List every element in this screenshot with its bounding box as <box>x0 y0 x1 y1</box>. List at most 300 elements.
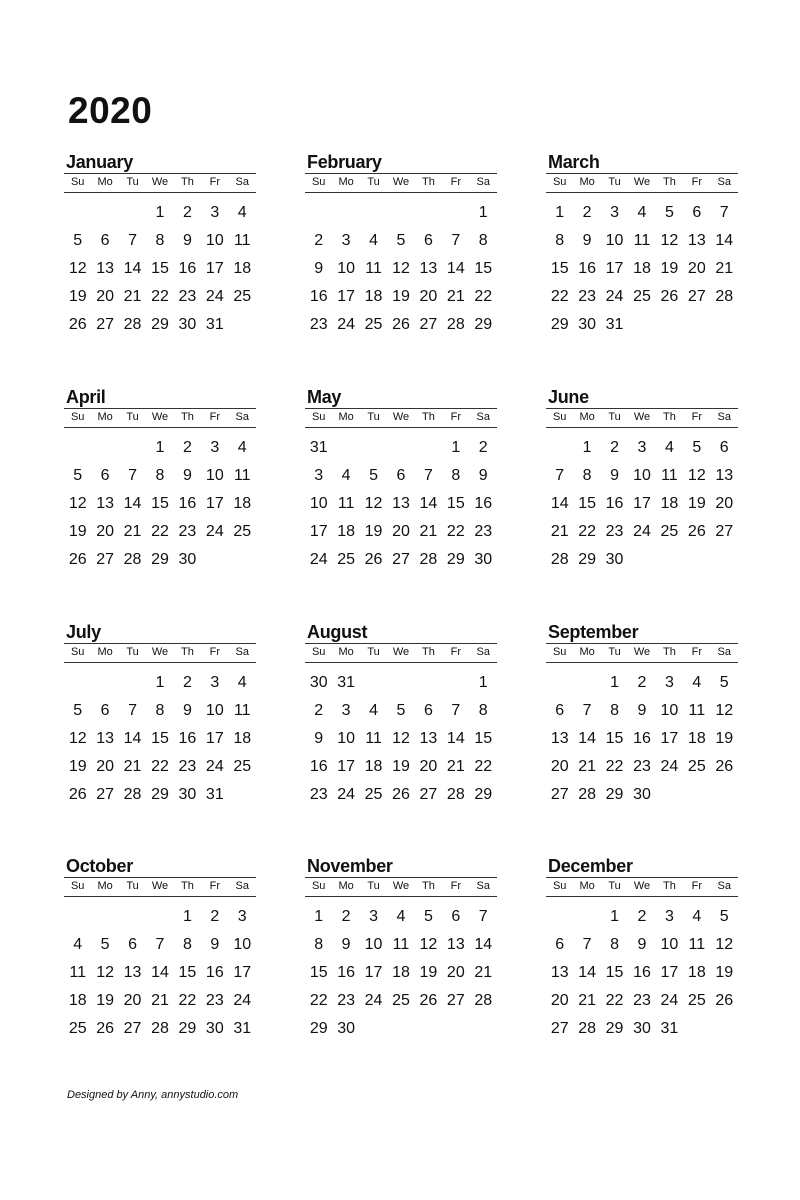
day-cell: 3 <box>664 674 674 691</box>
week-row <box>305 728 497 756</box>
day-cell: 4 <box>664 439 674 456</box>
weekday-label: Mo <box>579 411 595 423</box>
day-cell: 28 <box>474 992 493 1009</box>
day-cell: 10 <box>337 730 356 747</box>
day-cell: 10 <box>205 702 224 719</box>
day-cell: 26 <box>715 758 734 775</box>
day-cell: 15 <box>446 495 465 512</box>
day-cell: 5 <box>396 702 406 719</box>
day-cell: 20 <box>392 523 410 540</box>
day-cell: 14 <box>419 495 438 512</box>
weekday-label: Tu <box>608 646 621 658</box>
day-cell: 29 <box>446 551 465 568</box>
day-cell: 18 <box>392 964 410 981</box>
day-cell <box>91 437 118 465</box>
day-cell: 23 <box>205 992 224 1009</box>
day-cell: 22 <box>309 992 328 1009</box>
day-cell: 14 <box>446 260 465 277</box>
week-row <box>546 258 738 286</box>
day-cell: 9 <box>582 232 592 249</box>
month-name: February <box>307 152 382 172</box>
day-cell: 4 <box>692 674 702 691</box>
day-cell: 5 <box>100 936 110 953</box>
day-cell: 16 <box>178 730 197 747</box>
day-cell: 2 <box>314 232 324 249</box>
day-cell: 8 <box>555 232 565 249</box>
day-cell: 23 <box>633 758 651 775</box>
weekday-header <box>305 173 497 193</box>
day-cell: 7 <box>451 702 461 719</box>
day-cell: 28 <box>446 786 465 803</box>
week-row <box>546 672 738 700</box>
day-cell <box>470 1018 497 1046</box>
day-cell: 29 <box>550 316 569 333</box>
day-cell: 3 <box>341 232 351 249</box>
week-row <box>64 934 256 962</box>
day-cell: 31 <box>660 1020 679 1037</box>
day-cell: 2 <box>478 439 488 456</box>
day-cell: 15 <box>605 964 624 981</box>
day-cell: 6 <box>128 936 137 953</box>
day-cell: 27 <box>96 551 115 568</box>
month-block <box>64 622 256 822</box>
weekday-label: Tu <box>608 411 621 423</box>
day-cell: 14 <box>123 730 142 747</box>
weekday-label: Su <box>311 176 326 188</box>
day-cell: 18 <box>687 730 706 747</box>
days-grid <box>305 202 497 342</box>
day-cell: 19 <box>660 260 679 277</box>
day-cell: 3 <box>610 204 619 221</box>
day-cell: 1 <box>478 204 488 221</box>
day-cell: 21 <box>123 758 142 775</box>
day-cell <box>360 437 387 465</box>
day-cell: 28 <box>151 1020 169 1037</box>
day-cell <box>360 1018 387 1046</box>
day-cell: 18 <box>364 758 383 775</box>
weekday-label: Mo <box>338 176 354 188</box>
day-cell: 6 <box>100 467 110 484</box>
day-cell: 3 <box>210 439 220 456</box>
day-cell: 26 <box>68 551 87 568</box>
day-cell: 30 <box>605 551 624 568</box>
day-cell: 4 <box>237 674 247 691</box>
day-cell: 4 <box>237 204 247 221</box>
day-cell: 13 <box>96 260 115 277</box>
week-row <box>546 549 738 577</box>
day-cell <box>229 549 256 577</box>
day-cell: 23 <box>178 523 197 540</box>
week-row <box>305 230 497 258</box>
day-cell: 9 <box>610 467 619 484</box>
day-cell: 28 <box>715 288 734 305</box>
day-cell: 13 <box>123 964 142 981</box>
day-cell: 22 <box>605 758 624 775</box>
weekday-label: Th <box>662 411 676 423</box>
day-cell <box>360 202 387 230</box>
day-cell: 1 <box>610 908 619 925</box>
week-row <box>305 521 497 549</box>
day-cell: 21 <box>550 523 569 540</box>
week-row <box>305 784 497 812</box>
weekday-label: We <box>633 880 651 892</box>
day-cell: 6 <box>451 908 461 925</box>
week-row <box>305 906 497 934</box>
month-name: May <box>307 387 342 407</box>
days-grid <box>305 906 497 1046</box>
week-row <box>546 990 738 1018</box>
day-cell: 28 <box>446 316 465 333</box>
weekday-label: Tu <box>608 176 621 188</box>
day-cell: 1 <box>155 439 165 456</box>
day-cell: 17 <box>364 964 383 981</box>
weekday-label: Su <box>552 880 567 892</box>
day-cell: 27 <box>715 523 734 540</box>
week-row <box>64 493 256 521</box>
day-cell: 17 <box>205 495 224 512</box>
day-cell: 16 <box>578 260 597 277</box>
day-cell: 5 <box>719 674 729 691</box>
day-cell: 27 <box>392 551 410 568</box>
days-grid <box>546 202 738 342</box>
day-cell: 17 <box>205 260 224 277</box>
week-row <box>305 465 497 493</box>
month-name: December <box>548 856 633 876</box>
day-cell: 29 <box>151 316 169 333</box>
weekday-label: Su <box>311 646 326 658</box>
day-cell: 1 <box>314 908 324 925</box>
day-cell: 8 <box>582 467 592 484</box>
day-cell: 25 <box>392 992 410 1009</box>
day-cell: 7 <box>555 467 565 484</box>
day-cell: 18 <box>233 495 252 512</box>
day-cell: 22 <box>605 992 624 1009</box>
days-grid <box>546 437 738 577</box>
day-cell <box>387 672 414 700</box>
weekday-label: Fr <box>450 411 462 423</box>
day-cell: 6 <box>100 232 110 249</box>
day-cell <box>683 549 710 577</box>
day-cell: 5 <box>73 467 83 484</box>
month-block <box>305 856 497 1056</box>
day-cell: 20 <box>419 758 438 775</box>
day-cell <box>64 672 91 700</box>
weekday-label: Fr <box>209 411 221 423</box>
day-cell: 2 <box>210 908 220 925</box>
day-cell: 31 <box>233 1020 252 1037</box>
day-cell: 2 <box>582 204 592 221</box>
weekday-label: Fr <box>450 176 462 188</box>
day-cell: 29 <box>151 551 169 568</box>
days-grid <box>64 437 256 577</box>
weekday-label: Mo <box>579 176 595 188</box>
day-cell: 23 <box>178 288 197 305</box>
day-cell: 20 <box>96 758 115 775</box>
day-cell: 5 <box>396 232 406 249</box>
month-name: June <box>548 387 589 407</box>
day-cell <box>64 202 91 230</box>
day-cell <box>656 784 683 812</box>
day-cell: 8 <box>182 936 192 953</box>
day-cell: 5 <box>719 908 729 925</box>
day-cell: 12 <box>660 232 679 249</box>
day-cell <box>119 672 146 700</box>
day-cell: 12 <box>419 936 438 953</box>
weekday-label: Tu <box>367 880 380 892</box>
day-cell: 12 <box>68 495 87 512</box>
day-cell: 11 <box>233 467 251 484</box>
day-cell: 11 <box>392 936 410 953</box>
day-cell: 25 <box>364 316 383 333</box>
week-row <box>64 286 256 314</box>
day-cell: 18 <box>633 260 651 277</box>
day-cell: 26 <box>660 288 679 305</box>
day-cell: 24 <box>205 758 224 775</box>
weekday-label: Tu <box>367 646 380 658</box>
weekday-label: We <box>151 176 169 188</box>
day-cell <box>415 672 442 700</box>
day-cell: 9 <box>314 730 324 747</box>
day-cell: 20 <box>715 495 734 512</box>
day-cell: 19 <box>392 758 410 775</box>
day-cell: 10 <box>605 232 624 249</box>
day-cell: 6 <box>719 439 729 456</box>
day-cell: 22 <box>550 288 569 305</box>
day-cell: 31 <box>605 316 624 333</box>
week-row <box>64 1018 256 1046</box>
day-cell: 30 <box>633 786 651 803</box>
day-cell <box>360 672 387 700</box>
day-cell: 18 <box>687 964 706 981</box>
day-cell: 2 <box>182 204 192 221</box>
week-row <box>305 314 497 342</box>
day-cell: 14 <box>123 260 142 277</box>
day-cell: 13 <box>96 495 115 512</box>
weekday-label: Th <box>421 880 435 892</box>
day-cell: 29 <box>474 786 493 803</box>
weekday-label: Th <box>180 646 194 658</box>
day-cell: 29 <box>474 316 493 333</box>
week-row <box>64 756 256 784</box>
day-cell: 28 <box>123 316 142 333</box>
day-cell: 4 <box>396 908 406 925</box>
weekday-header <box>546 643 738 663</box>
month-name: October <box>66 856 133 876</box>
day-cell: 17 <box>337 758 356 775</box>
day-cell: 10 <box>205 467 224 484</box>
week-row <box>64 465 256 493</box>
day-cell: 16 <box>474 495 493 512</box>
day-cell: 31 <box>205 316 224 333</box>
day-cell: 27 <box>96 316 115 333</box>
month-name: September <box>548 622 639 642</box>
day-cell: 21 <box>446 288 465 305</box>
weekday-label: We <box>151 880 169 892</box>
day-cell: 13 <box>419 730 438 747</box>
day-cell: 8 <box>155 232 165 249</box>
week-row <box>546 202 738 230</box>
day-cell: 22 <box>151 758 169 775</box>
weekday-label: Sa <box>476 646 490 658</box>
day-cell: 3 <box>210 674 220 691</box>
day-cell: 17 <box>233 964 252 981</box>
day-cell: 4 <box>637 204 647 221</box>
day-cell: 16 <box>178 260 197 277</box>
day-cell: 15 <box>309 964 328 981</box>
day-cell: 11 <box>365 260 382 277</box>
weekday-label: We <box>392 646 410 658</box>
day-cell: 23 <box>633 992 651 1009</box>
day-cell <box>415 1018 442 1046</box>
day-cell: 9 <box>182 232 192 249</box>
day-cell: 11 <box>661 467 678 484</box>
day-cell: 15 <box>178 964 197 981</box>
week-row <box>546 756 738 784</box>
day-cell <box>229 314 256 342</box>
day-cell: 13 <box>715 467 734 484</box>
day-cell: 20 <box>123 992 142 1009</box>
day-cell <box>332 202 359 230</box>
weekday-label: Th <box>180 411 194 423</box>
weekday-header <box>546 408 738 428</box>
weekday-label: Fr <box>691 646 703 658</box>
day-cell: 16 <box>633 730 651 747</box>
day-cell: 20 <box>687 260 706 277</box>
weekday-label: Sa <box>717 880 731 892</box>
day-cell: 20 <box>550 992 569 1009</box>
day-cell: 24 <box>337 316 356 333</box>
day-cell: 15 <box>578 495 597 512</box>
weekday-label: Tu <box>367 411 380 423</box>
day-cell: 1 <box>451 439 461 456</box>
day-cell: 27 <box>550 1020 569 1037</box>
day-cell: 1 <box>155 674 165 691</box>
weekday-label: Fr <box>691 176 703 188</box>
day-cell: 16 <box>309 758 328 775</box>
day-cell: 9 <box>478 467 488 484</box>
day-cell: 18 <box>68 992 87 1009</box>
day-cell: 16 <box>205 964 224 981</box>
day-cell: 6 <box>423 702 433 719</box>
day-cell: 7 <box>582 936 592 953</box>
day-cell: 5 <box>369 467 378 484</box>
day-cell: 24 <box>633 523 651 540</box>
day-cell: 24 <box>605 288 624 305</box>
weekday-label: We <box>392 411 410 423</box>
week-row <box>305 258 497 286</box>
weekday-label: Su <box>70 646 85 658</box>
day-cell: 15 <box>151 495 169 512</box>
day-cell: 5 <box>73 232 83 249</box>
day-cell: 1 <box>610 674 619 691</box>
day-cell: 24 <box>660 992 679 1009</box>
day-cell: 11 <box>633 232 651 249</box>
day-cell: 21 <box>474 964 493 981</box>
day-cell <box>442 672 469 700</box>
day-cell: 3 <box>637 439 647 456</box>
day-cell: 10 <box>309 495 328 512</box>
day-cell: 10 <box>337 260 356 277</box>
day-cell: 18 <box>233 260 252 277</box>
day-cell: 14 <box>578 730 597 747</box>
week-row <box>64 202 256 230</box>
day-cell: 13 <box>687 232 706 249</box>
day-cell: 29 <box>151 786 169 803</box>
day-cell: 19 <box>68 523 87 540</box>
day-cell: 25 <box>233 758 252 775</box>
day-cell: 23 <box>605 523 624 540</box>
weekday-label: Fr <box>209 646 221 658</box>
day-cell <box>711 314 738 342</box>
week-row <box>64 549 256 577</box>
week-row <box>64 784 256 812</box>
day-cell: 12 <box>687 467 706 484</box>
day-cell <box>64 437 91 465</box>
week-row <box>546 314 738 342</box>
day-cell <box>656 549 683 577</box>
day-cell: 4 <box>692 908 702 925</box>
day-cell <box>683 1018 710 1046</box>
day-cell: 21 <box>151 992 169 1009</box>
day-cell: 15 <box>151 260 169 277</box>
day-cell: 4 <box>369 232 378 249</box>
day-cell: 17 <box>605 260 624 277</box>
day-cell <box>442 202 469 230</box>
year-title: 2020 <box>68 90 153 131</box>
weekday-label: Sa <box>476 880 490 892</box>
day-cell: 3 <box>210 204 220 221</box>
week-row <box>305 990 497 1018</box>
weekday-label: Fr <box>209 176 221 188</box>
day-cell: 16 <box>178 495 197 512</box>
day-cell: 4 <box>73 936 83 953</box>
day-cell: 7 <box>155 936 165 953</box>
day-cell <box>119 437 146 465</box>
day-cell: 10 <box>233 936 252 953</box>
day-cell: 5 <box>692 439 702 456</box>
day-cell: 19 <box>715 730 734 747</box>
days-grid <box>64 672 256 812</box>
day-cell: 3 <box>664 908 674 925</box>
day-cell <box>546 906 573 934</box>
day-cell: 25 <box>687 992 706 1009</box>
weekday-label: Fr <box>691 880 703 892</box>
day-cell: 21 <box>123 523 142 540</box>
day-cell: 20 <box>419 288 438 305</box>
day-cell: 2 <box>341 908 351 925</box>
day-cell: 19 <box>68 288 87 305</box>
day-cell: 26 <box>687 523 706 540</box>
day-cell: 2 <box>182 674 192 691</box>
day-cell <box>546 437 573 465</box>
day-cell: 28 <box>578 786 597 803</box>
day-cell: 15 <box>605 730 624 747</box>
day-cell: 27 <box>123 1020 142 1037</box>
month-block <box>546 152 738 352</box>
weekday-label: Sa <box>717 411 731 423</box>
day-cell: 16 <box>605 495 624 512</box>
month-block <box>305 152 497 352</box>
day-cell: 27 <box>687 288 706 305</box>
day-cell <box>442 1018 469 1046</box>
day-cell: 22 <box>151 288 169 305</box>
day-cell: 8 <box>314 936 324 953</box>
day-cell: 27 <box>446 992 465 1009</box>
days-grid <box>546 672 738 812</box>
day-cell <box>305 202 332 230</box>
day-cell: 26 <box>68 316 87 333</box>
day-cell: 26 <box>96 1020 115 1037</box>
